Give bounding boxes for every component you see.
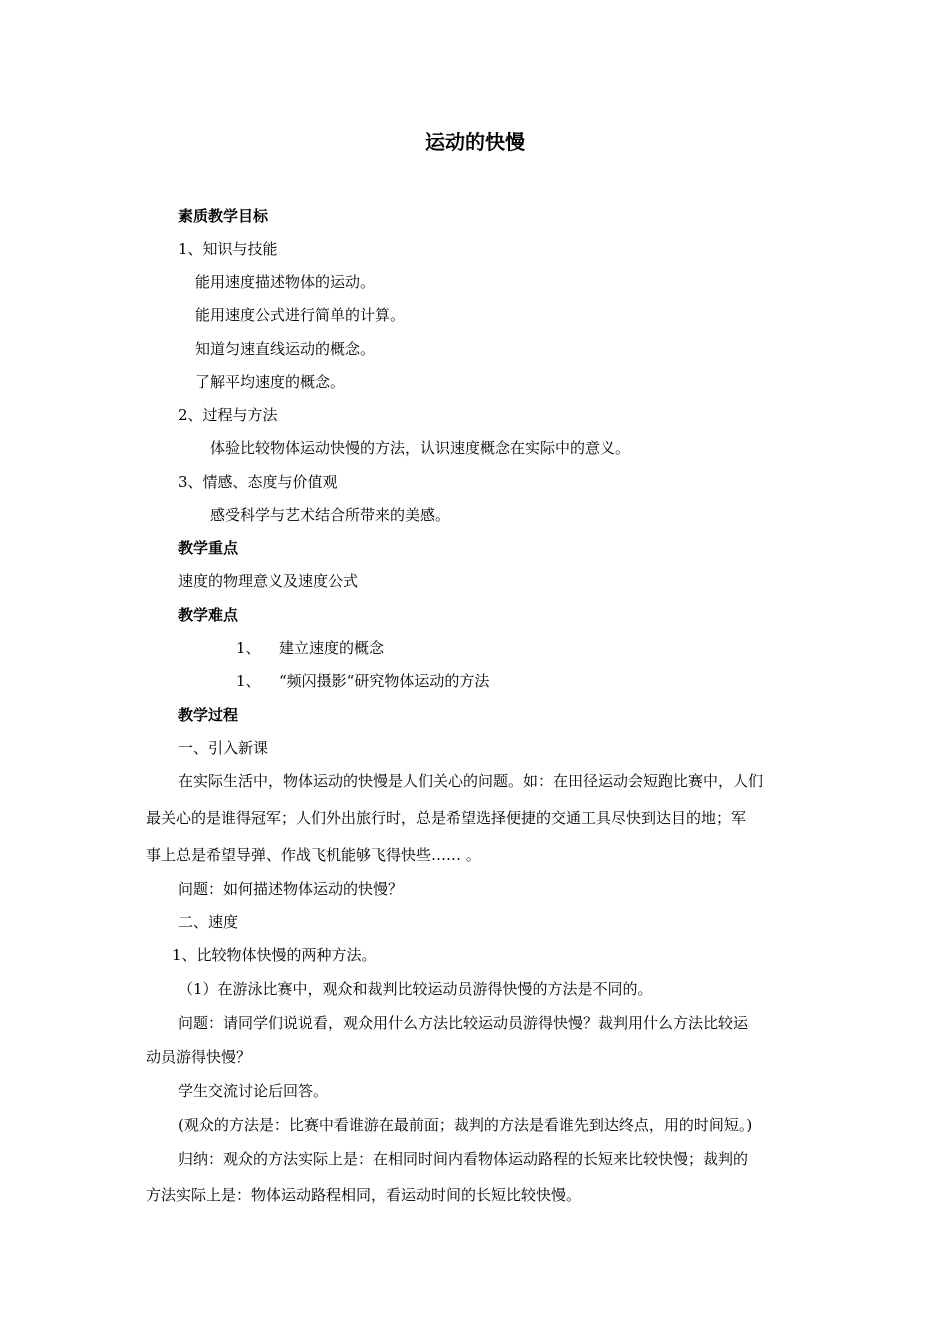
goal1-item: 能用速度描述物体的运动。 [195,273,376,291]
goal1-item: 了解平均速度的概念。 [195,373,346,391]
answer-note: (观众的方法是：比赛中看谁游在最前面；裁判的方法是看谁先到达终点，用的时间短。) [178,1116,753,1134]
summary-line: 归纳：观众的方法实际上是：在相同时间内看物体运动路程的长短来比较快慢；裁判的 [178,1150,749,1168]
summary-line: 方法实际上是：物体运动路程相同，看运动时间的长短比较快慢。 [146,1186,582,1204]
section2-title: 二、速度 [178,913,239,931]
document-title: 运动的快慢 [425,130,525,154]
goals-heading: 素质教学目标 [178,207,269,225]
question2-line: 问题：请同学们说说看，观众用什么方法比较运动员游得快慢？裁判用什么方法比较运 [178,1014,749,1032]
difficulty-text: 建立速度的概念 [279,639,385,657]
goal2-text: 体验比较物体运动快慢的方法，认识速度概念在实际中的意义。 [210,439,631,457]
difficulty-number: 1、 [236,672,261,690]
process-heading: 教学过程 [178,706,239,724]
student-answer: 学生交流讨论后回答。 [178,1082,329,1100]
sub1-title: 1、比较物体快慢的两种方法。 [172,946,377,964]
intro-line: 事上总是希望导弹、作战飞机能够飞得快些…… 。 [146,846,481,864]
difficulty-text: “频闪摄影“研究物体运动的方法 [279,672,490,690]
goal1-item: 知道匀速直线运动的概念。 [195,340,376,358]
goal2-label: 2、过程与方法 [178,406,278,424]
goal3-text: 感受科学与艺术结合所带来的美感。 [210,506,451,524]
key-heading: 教学重点 [178,539,239,557]
swim-text: （1）在游泳比赛中，观众和裁判比较运动员游得快慢的方法是不同的。 [178,980,653,998]
key-text: 速度的物理意义及速度公式 [178,572,359,590]
goal1-label: 1、知识与技能 [178,240,278,258]
goal1-item: 能用速度公式进行简单的计算。 [195,306,406,324]
question1: 问题：如何描述物体运动的快慢？ [178,880,404,898]
difficulty-number: 1、 [236,639,261,657]
intro-line: 在实际生活中，物体运动的快慢是人们关心的问题。如：在田径运动会短跑比赛中，人们 [178,772,764,790]
question2-line: 动员游得快慢？ [146,1048,252,1066]
section1-title: 一、引入新课 [178,739,269,757]
goal3-label: 3、情感、态度与价值观 [178,473,338,491]
intro-line: 最关心的是谁得冠军；人们外出旅行时，总是希望选择便捷的交通工具尽快到达目的地；军 [146,809,747,827]
difficulty-heading: 教学难点 [178,606,239,624]
